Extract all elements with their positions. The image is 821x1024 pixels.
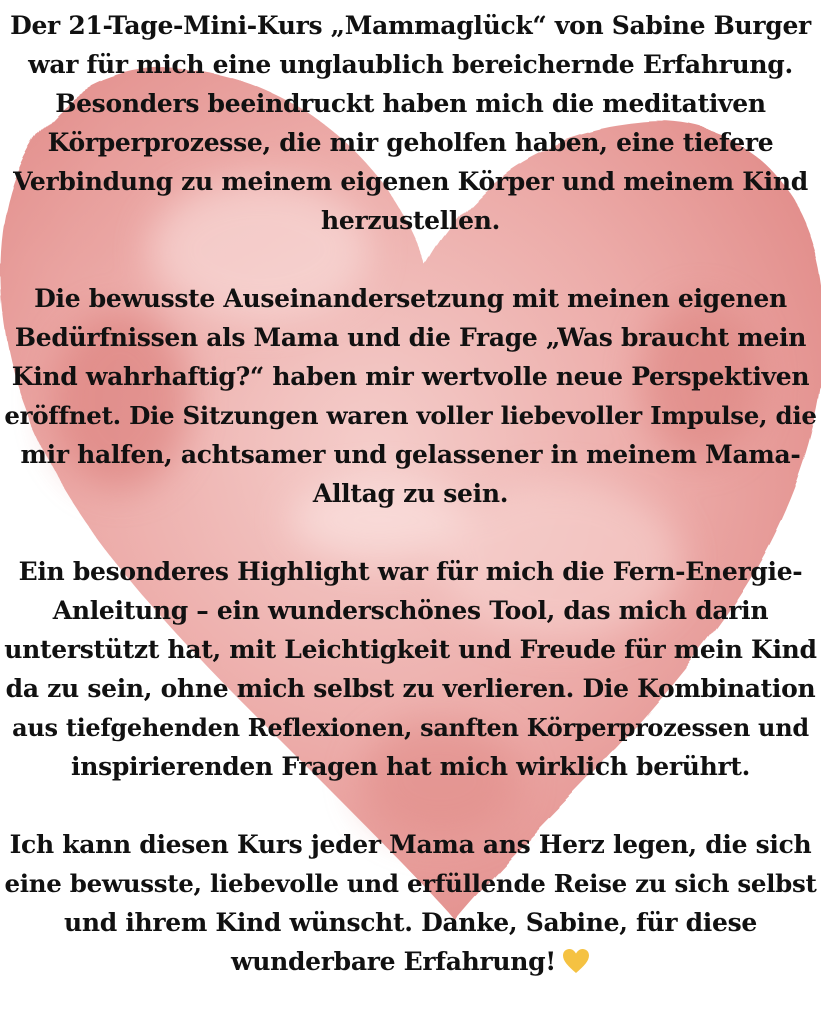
text-line: Bedürfnissen als Mama und die Frage „Was braucht mein [14,323,807,352]
text-line: Der 21-Tage-Mini-Kurs „Mammaglück“ von Sabine Burger [10,11,811,40]
text-line: herzustellen. [320,206,501,235]
testimonial-paragraph-3 [0,552,821,786]
yellow-heart-icon [562,946,590,985]
text-line: Besonders beeindruckt haben mich die meditativen [55,89,766,118]
testimonial-paragraph-2 [0,279,821,513]
text-line: Anleitung – ein wunderschönes Tool, das mich darin [52,596,769,625]
text-line: Körperprozesse, die mir geholfen haben, eine tiefere [47,128,774,157]
text-line: mir halfen, achtsamer und gelassener in meinem Mama- [20,440,801,469]
text-line: Alltag zu sein. [312,479,509,508]
testimonial-paragraph-4 [0,825,821,985]
text-line: wunderbare Erfahrung! [231,947,556,976]
testimonial-paragraph-1 [0,6,821,240]
text-line: und ihrem Kind wünscht. Danke, Sabine, für diese [63,908,757,937]
closing-line [4,942,817,985]
text-line: da zu sein, ohne mich selbst zu verlieren. Die Kombination [5,674,816,703]
text-line: eröffnet. Die Sitzungen waren voller liebevoller Impulse, die [4,401,817,430]
text-line: Verbindung zu meinem eigenen Körper und meinem Kind [13,167,808,196]
text-line: Ein besonderes Highlight war für mich die Fern-Energie- [18,557,803,586]
text-line: Die bewusste Auseinandersetzung mit meinen eigenen [34,284,787,313]
text-line: Kind wahrhaftig?“ haben mir wertvolle neue Perspektiven [11,362,810,391]
text-line: aus tiefgehenden Reflexionen, sanften Körperprozessen und [12,713,809,742]
text-line: inspirierenden Fragen hat mich wirklich berührt. [71,752,750,781]
text-line: eine bewusste, liebevolle und erfüllende Reise zu sich selbst [4,869,817,898]
text-line: war für mich eine unglaublich bereichernde Erfahrung. [28,50,793,79]
text-line: unterstützt hat, mit Leichtigkeit und Freude für mein Kind [4,635,817,664]
text-line: Ich kann diesen Kurs jeder Mama ans Herz legen, die sich [9,830,812,859]
